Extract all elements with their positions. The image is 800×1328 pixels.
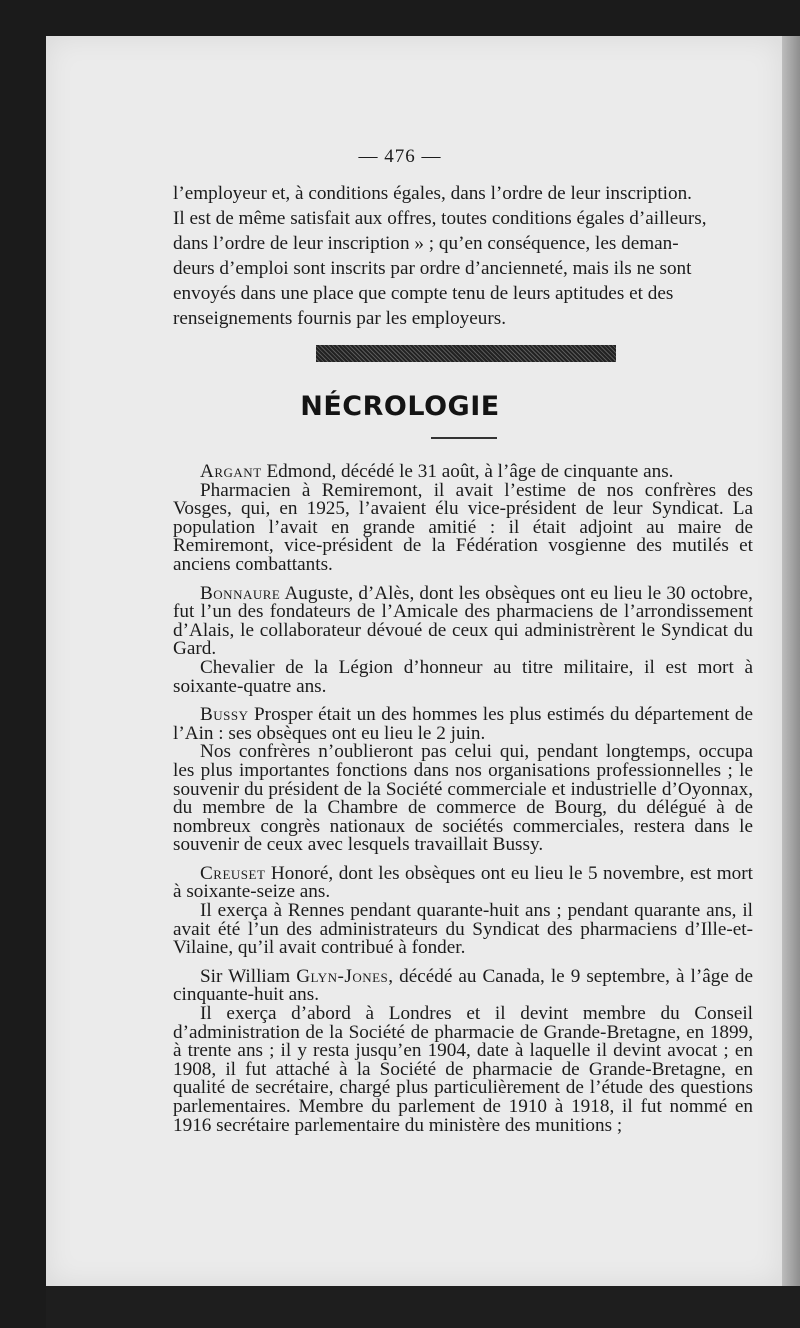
obituary-bonnaure — [173, 582, 753, 697]
obituary-paragraph: Nos confrères n’oublieront pas celui qui, pendant longtemps, occupa les plus importantes fonctions dans nos organisations professionnelles ; le souvenir du président de la Société commerciale et industrielle d’Oyonnax, du membre de la Chambre de commerce de Bourg, du délégué à de nombreux congrès nationaux de sociétés commerciales, restera dans le souvenir de ceux avec lesquels travaillait Bussy. — [173, 741, 753, 856]
obituary-paragraph: Chevalier de la Légion d’honneur au titre militaire, il est mort à soixante-quatre ans. — [173, 656, 753, 697]
obituary-paragraph: Il exerça d’abord à Londres et il devint membre du Conseil d’administration de la Société de pharmacie de Grande-Bretagne, en 1899, à trente ans ; il y resta jusqu’en 1904, date à laquelle il devint avocat ; en 1908, il fut attaché à la Société de pharmacie de Grande-Bretagne, en qualité de secrétaire, chargé plus particulièrement de l’étude des questions parlementaires. Membre du parlement de 1910 à 1918, il fut nommé en 1916 secrétaire parlementaire du ministère des munitions ; — [173, 1003, 753, 1136]
obituary-creuset — [173, 862, 753, 959]
obituaries-list — [173, 463, 753, 1145]
obituary-text: Auguste, d’Alès, dont les obsèques ont eu lieu le 30 octobre, fut l’un des fondateurs de l’Amicale des pharmaciens de l’arrondissement d’Alais, le collaborateur dévoué de ceux qui administrèrent le Syndicat du Gard. — [173, 582, 753, 660]
obituary-surname: Glyn-Jones — [296, 965, 389, 987]
obituary-text: , décédé au Canada, le 9 septembre, à l’âge de cinquante-huit ans. — [173, 965, 753, 1006]
intro-line: deurs d’emploi sont inscrits par ordre d’ancienneté, mais ils ne sont — [173, 258, 692, 279]
obituary-prefix: Sir William — [200, 965, 291, 987]
intro-line: dans l’ordre de leur inscription » ; qu’en conséquence, les deman- — [173, 233, 679, 254]
intro-line: envoyés dans une place que compte tenu de leurs aptitudes et des — [173, 283, 674, 304]
title-underline-rule — [431, 437, 497, 439]
obituary-surname: Creuset — [200, 862, 266, 884]
obituary-surname: Bussy — [200, 704, 249, 726]
obituary-paragraph — [173, 463, 753, 482]
obituary-paragraph — [173, 582, 753, 660]
obituary-text: Edmond, décédé le 31 août, à l’âge de cinquante ans. — [266, 461, 674, 482]
obituary-paragraph: Il exerça à Rennes pendant quarante-huit ans ; pendant quarante ans, il avait été l’un des administrateurs du Syndicat des pharmaciens d’Ille-et-Vilaine, qu’il avait contribué à fonder. — [173, 900, 753, 959]
obituary-paragraph — [173, 965, 753, 1006]
page-edge-right — [782, 36, 800, 1296]
decorative-hatched-bar — [316, 345, 616, 362]
obituary-surname: Bonnaure — [200, 582, 281, 604]
obituary-text: Prosper était un des hommes les plus estimés du département de l’Ain : ses obsèques ont eu lieu le 2 juin. — [173, 704, 754, 744]
intro-paragraph — [173, 181, 753, 331]
obituary-paragraph — [173, 706, 753, 743]
intro-line: Il est de même satisfait aux offres, toutes conditions égales d’ailleurs, — [173, 208, 707, 229]
obituary-argant — [173, 463, 753, 575]
page-edge-bottom — [46, 1286, 800, 1328]
page-number: — 476 — — [358, 146, 442, 167]
obituary-paragraph — [173, 862, 753, 903]
intro-line: l’employeur et, à conditions égales, dans l’ordre de leur inscription. — [173, 183, 692, 204]
obituary-text: Honoré, dont les obsèques ont eu lieu le 5 novembre, est mort à soixante-seize ans. — [173, 862, 753, 903]
obituary-glyn-jones — [173, 965, 753, 1136]
section-title: NÉCROLOGIE — [300, 391, 500, 422]
obituary-paragraph: Pharmacien à Remiremont, il avait l’estime de nos confrères des Vosges, qui, en 1925, l’avaient élu vice-président de leur Syndicat. La population l’avait en grande amitié : il était adjoint au maire de Remiremont, vice-président de la Fédération vosgienne des mutilés et anciens combattants. — [173, 479, 753, 575]
obituary-surname: Argant — [200, 461, 262, 482]
obituary-bussy — [173, 706, 753, 855]
intro-line: renseignements fournis par les employeurs. — [173, 308, 507, 329]
